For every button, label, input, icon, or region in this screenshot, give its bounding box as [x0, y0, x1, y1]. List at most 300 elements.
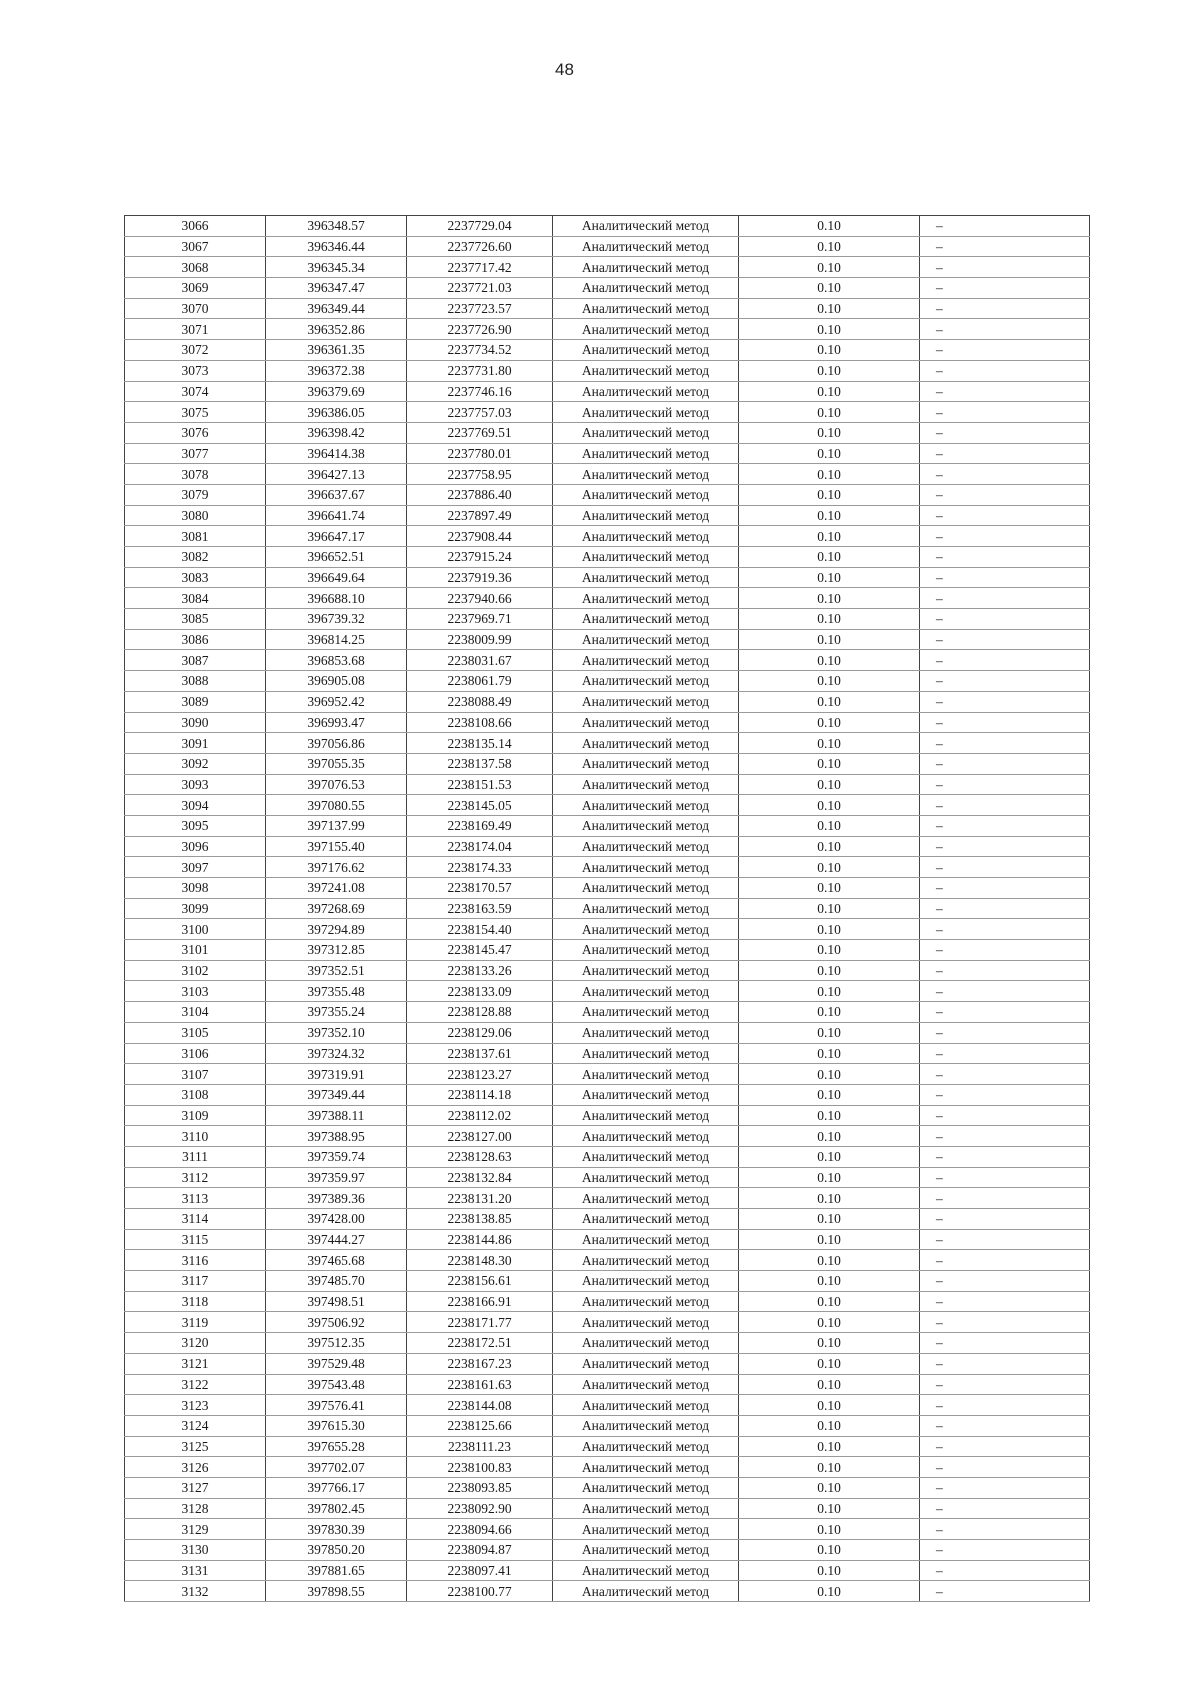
table-row [125, 505, 1090, 526]
y-coordinate-cell: 2237915.24 [407, 547, 553, 568]
method-cell: Аналитический метод [553, 381, 739, 402]
table-row [125, 1084, 1090, 1105]
x-coordinate-cell: 397389.36 [266, 1188, 407, 1209]
description-cell: – [920, 1250, 1090, 1271]
table-row [125, 815, 1090, 836]
y-coordinate-cell: 2237731.80 [407, 360, 553, 381]
table-row [125, 381, 1090, 402]
method-cell: Аналитический метод [553, 857, 739, 878]
x-coordinate-cell: 397324.32 [266, 1043, 407, 1064]
x-coordinate-cell: 397055.35 [266, 753, 407, 774]
method-cell: Аналитический метод [553, 1436, 739, 1457]
y-coordinate-cell: 2238128.88 [407, 1002, 553, 1023]
x-coordinate-cell: 396348.57 [266, 216, 407, 237]
y-coordinate-cell: 2238145.05 [407, 795, 553, 816]
description-cell: – [920, 878, 1090, 899]
description-cell: – [920, 1043, 1090, 1064]
description-cell: – [920, 1167, 1090, 1188]
x-coordinate-cell: 397543.48 [266, 1374, 407, 1395]
description-cell: – [920, 588, 1090, 609]
table-row [125, 257, 1090, 278]
accuracy-cell: 0.10 [739, 422, 920, 443]
method-cell: Аналитический метод [553, 1560, 739, 1581]
table-row [125, 360, 1090, 381]
description-cell: – [920, 505, 1090, 526]
y-coordinate-cell: 2238137.58 [407, 753, 553, 774]
table-row [125, 609, 1090, 630]
method-cell: Аналитический метод [553, 691, 739, 712]
point-number-cell: 3086 [125, 629, 266, 650]
method-cell: Аналитический метод [553, 1167, 739, 1188]
accuracy-cell: 0.10 [739, 484, 920, 505]
table-row [125, 526, 1090, 547]
point-number-cell: 3067 [125, 236, 266, 257]
description-cell: – [920, 1002, 1090, 1023]
y-coordinate-cell: 2238156.61 [407, 1271, 553, 1292]
point-number-cell: 3071 [125, 319, 266, 340]
table-row [125, 1291, 1090, 1312]
x-coordinate-cell: 396346.44 [266, 236, 407, 257]
y-coordinate-cell: 2237769.51 [407, 422, 553, 443]
method-cell: Аналитический метод [553, 1353, 739, 1374]
method-cell: Аналитический метод [553, 1250, 739, 1271]
point-number-cell: 3127 [125, 1477, 266, 1498]
point-number-cell: 3103 [125, 981, 266, 1002]
point-number-cell: 3066 [125, 216, 266, 237]
x-coordinate-cell: 396349.44 [266, 298, 407, 319]
point-number-cell: 3113 [125, 1188, 266, 1209]
point-number-cell: 3128 [125, 1498, 266, 1519]
description-cell: – [920, 1188, 1090, 1209]
table-row [125, 1415, 1090, 1436]
point-number-cell: 3118 [125, 1291, 266, 1312]
x-coordinate-cell: 397319.91 [266, 1064, 407, 1085]
point-number-cell: 3129 [125, 1519, 266, 1540]
y-coordinate-cell: 2238127.00 [407, 1126, 553, 1147]
table-row [125, 1064, 1090, 1085]
y-coordinate-cell: 2238094.66 [407, 1519, 553, 1540]
y-coordinate-cell: 2238167.23 [407, 1353, 553, 1374]
accuracy-cell: 0.10 [739, 1312, 920, 1333]
x-coordinate-cell: 397355.24 [266, 1002, 407, 1023]
point-number-cell: 3077 [125, 443, 266, 464]
x-coordinate-cell: 396853.68 [266, 650, 407, 671]
accuracy-cell: 0.10 [739, 1084, 920, 1105]
accuracy-cell: 0.10 [739, 1167, 920, 1188]
table-row [125, 1353, 1090, 1374]
point-number-cell: 3078 [125, 464, 266, 485]
point-number-cell: 3123 [125, 1395, 266, 1416]
description-cell: – [920, 1146, 1090, 1167]
y-coordinate-cell: 2238174.33 [407, 857, 553, 878]
x-coordinate-cell: 397355.48 [266, 981, 407, 1002]
point-number-cell: 3083 [125, 567, 266, 588]
accuracy-cell: 0.10 [739, 1043, 920, 1064]
y-coordinate-cell: 2237780.01 [407, 443, 553, 464]
y-coordinate-cell: 2237919.36 [407, 567, 553, 588]
table-row [125, 1333, 1090, 1354]
accuracy-cell: 0.10 [739, 815, 920, 836]
point-number-cell: 3096 [125, 836, 266, 857]
table-row [125, 1022, 1090, 1043]
point-number-cell: 3104 [125, 1002, 266, 1023]
description-cell: – [920, 1084, 1090, 1105]
point-number-cell: 3115 [125, 1229, 266, 1250]
x-coordinate-cell: 397352.51 [266, 960, 407, 981]
description-cell: – [920, 671, 1090, 692]
table-row [125, 1560, 1090, 1581]
method-cell: Аналитический метод [553, 1415, 739, 1436]
y-coordinate-cell: 2237897.49 [407, 505, 553, 526]
x-coordinate-cell: 397155.40 [266, 836, 407, 857]
method-cell: Аналитический метод [553, 1457, 739, 1478]
description-cell: – [920, 1457, 1090, 1478]
point-number-cell: 3110 [125, 1126, 266, 1147]
y-coordinate-cell: 2238123.27 [407, 1064, 553, 1085]
method-cell: Аналитический метод [553, 340, 739, 361]
accuracy-cell: 0.10 [739, 216, 920, 237]
description-cell: – [920, 815, 1090, 836]
description-cell: – [920, 298, 1090, 319]
method-cell: Аналитический метод [553, 1002, 739, 1023]
table-row [125, 1167, 1090, 1188]
table-row [125, 1436, 1090, 1457]
description-cell: – [920, 1395, 1090, 1416]
x-coordinate-cell: 397056.86 [266, 733, 407, 754]
coordinates-table-body [125, 216, 1090, 1602]
method-cell: Аналитический метод [553, 422, 739, 443]
y-coordinate-cell: 2237886.40 [407, 484, 553, 505]
method-cell: Аналитический метод [553, 960, 739, 981]
accuracy-cell: 0.10 [739, 1581, 920, 1602]
y-coordinate-cell: 2237940.66 [407, 588, 553, 609]
point-number-cell: 3069 [125, 278, 266, 299]
y-coordinate-cell: 2237723.57 [407, 298, 553, 319]
table-row [125, 795, 1090, 816]
point-number-cell: 3107 [125, 1064, 266, 1085]
accuracy-cell: 0.10 [739, 898, 920, 919]
description-cell: – [920, 381, 1090, 402]
description-cell: – [920, 1540, 1090, 1561]
method-cell: Аналитический метод [553, 650, 739, 671]
description-cell: – [920, 236, 1090, 257]
point-number-cell: 3094 [125, 795, 266, 816]
x-coordinate-cell: 396352.86 [266, 319, 407, 340]
point-number-cell: 3092 [125, 753, 266, 774]
accuracy-cell: 0.10 [739, 505, 920, 526]
method-cell: Аналитический метод [553, 1229, 739, 1250]
y-coordinate-cell: 2238094.87 [407, 1540, 553, 1561]
point-number-cell: 3080 [125, 505, 266, 526]
method-cell: Аналитический метод [553, 567, 739, 588]
x-coordinate-cell: 397802.45 [266, 1498, 407, 1519]
accuracy-cell: 0.10 [739, 1498, 920, 1519]
accuracy-cell: 0.10 [739, 960, 920, 981]
point-number-cell: 3130 [125, 1540, 266, 1561]
table-row [125, 278, 1090, 299]
description-cell: – [920, 960, 1090, 981]
method-cell: Аналитический метод [553, 1477, 739, 1498]
y-coordinate-cell: 2238148.30 [407, 1250, 553, 1271]
point-number-cell: 3073 [125, 360, 266, 381]
point-number-cell: 3070 [125, 298, 266, 319]
point-number-cell: 3068 [125, 257, 266, 278]
table-row [125, 1105, 1090, 1126]
method-cell: Аналитический метод [553, 402, 739, 423]
description-cell: – [920, 753, 1090, 774]
x-coordinate-cell: 396641.74 [266, 505, 407, 526]
y-coordinate-cell: 2238135.14 [407, 733, 553, 754]
description-cell: – [920, 567, 1090, 588]
accuracy-cell: 0.10 [739, 1333, 920, 1354]
accuracy-cell: 0.10 [739, 940, 920, 961]
table-row [125, 960, 1090, 981]
description-cell: – [920, 712, 1090, 733]
accuracy-cell: 0.10 [739, 1229, 920, 1250]
y-coordinate-cell: 2238111.23 [407, 1436, 553, 1457]
accuracy-cell: 0.10 [739, 1415, 920, 1436]
description-cell: – [920, 1560, 1090, 1581]
table-row [125, 774, 1090, 795]
coordinates-table [124, 215, 1090, 1602]
method-cell: Аналитический метод [553, 464, 739, 485]
description-cell: – [920, 216, 1090, 237]
table-row [125, 733, 1090, 754]
y-coordinate-cell: 2238154.40 [407, 919, 553, 940]
point-number-cell: 3102 [125, 960, 266, 981]
y-coordinate-cell: 2238093.85 [407, 1477, 553, 1498]
description-cell: – [920, 981, 1090, 1002]
x-coordinate-cell: 396379.69 [266, 381, 407, 402]
description-cell: – [920, 1581, 1090, 1602]
y-coordinate-cell: 2238161.63 [407, 1374, 553, 1395]
method-cell: Аналитический метод [553, 940, 739, 961]
description-cell: – [920, 1064, 1090, 1085]
description-cell: – [920, 919, 1090, 940]
description-cell: – [920, 319, 1090, 340]
accuracy-cell: 0.10 [739, 464, 920, 485]
x-coordinate-cell: 397498.51 [266, 1291, 407, 1312]
x-coordinate-cell: 397655.28 [266, 1436, 407, 1457]
description-cell: – [920, 1105, 1090, 1126]
x-coordinate-cell: 396649.64 [266, 567, 407, 588]
x-coordinate-cell: 397241.08 [266, 878, 407, 899]
method-cell: Аналитический метод [553, 1188, 739, 1209]
y-coordinate-cell: 2238129.06 [407, 1022, 553, 1043]
point-number-cell: 3112 [125, 1167, 266, 1188]
y-coordinate-cell: 2238172.51 [407, 1333, 553, 1354]
method-cell: Аналитический метод [553, 547, 739, 568]
table-row [125, 650, 1090, 671]
accuracy-cell: 0.10 [739, 526, 920, 547]
point-number-cell: 3099 [125, 898, 266, 919]
x-coordinate-cell: 397294.89 [266, 919, 407, 940]
y-coordinate-cell: 2238100.77 [407, 1581, 553, 1602]
method-cell: Аналитический метод [553, 1022, 739, 1043]
accuracy-cell: 0.10 [739, 443, 920, 464]
point-number-cell: 3082 [125, 547, 266, 568]
x-coordinate-cell: 396905.08 [266, 671, 407, 692]
x-coordinate-cell: 396637.67 [266, 484, 407, 505]
accuracy-cell: 0.10 [739, 402, 920, 423]
table-row [125, 236, 1090, 257]
method-cell: Аналитический метод [553, 298, 739, 319]
method-cell: Аналитический метод [553, 1581, 739, 1602]
x-coordinate-cell: 396427.13 [266, 464, 407, 485]
x-coordinate-cell: 397576.41 [266, 1395, 407, 1416]
method-cell: Аналитический метод [553, 609, 739, 630]
accuracy-cell: 0.10 [739, 1250, 920, 1271]
method-cell: Аналитический метод [553, 671, 739, 692]
point-number-cell: 3098 [125, 878, 266, 899]
description-cell: – [920, 1374, 1090, 1395]
x-coordinate-cell: 397506.92 [266, 1312, 407, 1333]
table-row [125, 443, 1090, 464]
y-coordinate-cell: 2238114.18 [407, 1084, 553, 1105]
accuracy-cell: 0.10 [739, 671, 920, 692]
table-row [125, 1043, 1090, 1064]
accuracy-cell: 0.10 [739, 733, 920, 754]
x-coordinate-cell: 396398.42 [266, 422, 407, 443]
method-cell: Аналитический метод [553, 484, 739, 505]
accuracy-cell: 0.10 [739, 650, 920, 671]
point-number-cell: 3101 [125, 940, 266, 961]
table-row [125, 1229, 1090, 1250]
table-row [125, 671, 1090, 692]
method-cell: Аналитический метод [553, 360, 739, 381]
x-coordinate-cell: 397898.55 [266, 1581, 407, 1602]
point-number-cell: 3079 [125, 484, 266, 505]
method-cell: Аналитический метод [553, 1209, 739, 1230]
method-cell: Аналитический метод [553, 919, 739, 940]
accuracy-cell: 0.10 [739, 691, 920, 712]
method-cell: Аналитический метод [553, 1271, 739, 1292]
y-coordinate-cell: 2237721.03 [407, 278, 553, 299]
accuracy-cell: 0.10 [739, 981, 920, 1002]
accuracy-cell: 0.10 [739, 878, 920, 899]
y-coordinate-cell: 2238166.91 [407, 1291, 553, 1312]
method-cell: Аналитический метод [553, 878, 739, 899]
table-row [125, 940, 1090, 961]
y-coordinate-cell: 2238125.66 [407, 1415, 553, 1436]
table-row [125, 216, 1090, 237]
y-coordinate-cell: 2238133.09 [407, 981, 553, 1002]
point-number-cell: 3108 [125, 1084, 266, 1105]
table-row [125, 1581, 1090, 1602]
x-coordinate-cell: 397388.11 [266, 1105, 407, 1126]
accuracy-cell: 0.10 [739, 753, 920, 774]
point-number-cell: 3090 [125, 712, 266, 733]
x-coordinate-cell: 397268.69 [266, 898, 407, 919]
x-coordinate-cell: 396952.42 [266, 691, 407, 712]
x-coordinate-cell: 397176.62 [266, 857, 407, 878]
description-cell: – [920, 526, 1090, 547]
y-coordinate-cell: 2238163.59 [407, 898, 553, 919]
description-cell: – [920, 940, 1090, 961]
point-number-cell: 3121 [125, 1353, 266, 1374]
y-coordinate-cell: 2237734.52 [407, 340, 553, 361]
description-cell: – [920, 1436, 1090, 1457]
table-row [125, 1002, 1090, 1023]
x-coordinate-cell: 396739.32 [266, 609, 407, 630]
point-number-cell: 3088 [125, 671, 266, 692]
description-cell: – [920, 774, 1090, 795]
accuracy-cell: 0.10 [739, 1374, 920, 1395]
table-row [125, 1395, 1090, 1416]
description-cell: – [920, 1477, 1090, 1498]
method-cell: Аналитический метод [553, 753, 739, 774]
table-row [125, 753, 1090, 774]
x-coordinate-cell: 397444.27 [266, 1229, 407, 1250]
y-coordinate-cell: 2238009.99 [407, 629, 553, 650]
accuracy-cell: 0.10 [739, 1146, 920, 1167]
method-cell: Аналитический метод [553, 1043, 739, 1064]
y-coordinate-cell: 2238132.84 [407, 1167, 553, 1188]
x-coordinate-cell: 397615.30 [266, 1415, 407, 1436]
x-coordinate-cell: 397702.07 [266, 1457, 407, 1478]
method-cell: Аналитический метод [553, 236, 739, 257]
accuracy-cell: 0.10 [739, 1477, 920, 1498]
x-coordinate-cell: 397465.68 [266, 1250, 407, 1271]
point-number-cell: 3074 [125, 381, 266, 402]
table-row [125, 319, 1090, 340]
y-coordinate-cell: 2238128.63 [407, 1146, 553, 1167]
description-cell: – [920, 547, 1090, 568]
x-coordinate-cell: 396361.35 [266, 340, 407, 361]
y-coordinate-cell: 2237757.03 [407, 402, 553, 423]
x-coordinate-cell: 396414.38 [266, 443, 407, 464]
point-number-cell: 3122 [125, 1374, 266, 1395]
accuracy-cell: 0.10 [739, 1353, 920, 1374]
y-coordinate-cell: 2238169.49 [407, 815, 553, 836]
method-cell: Аналитический метод [553, 1126, 739, 1147]
method-cell: Аналитический метод [553, 1540, 739, 1561]
accuracy-cell: 0.10 [739, 547, 920, 568]
table-row [125, 1312, 1090, 1333]
y-coordinate-cell: 2238145.47 [407, 940, 553, 961]
description-cell: – [920, 464, 1090, 485]
table-row [125, 1126, 1090, 1147]
x-coordinate-cell: 397080.55 [266, 795, 407, 816]
method-cell: Аналитический метод [553, 774, 739, 795]
accuracy-cell: 0.10 [739, 567, 920, 588]
accuracy-cell: 0.10 [739, 1126, 920, 1147]
y-coordinate-cell: 2238092.90 [407, 1498, 553, 1519]
accuracy-cell: 0.10 [739, 836, 920, 857]
accuracy-cell: 0.10 [739, 1560, 920, 1581]
description-cell: – [920, 1126, 1090, 1147]
point-number-cell: 3081 [125, 526, 266, 547]
y-coordinate-cell: 2237746.16 [407, 381, 553, 402]
point-number-cell: 3091 [125, 733, 266, 754]
table-row [125, 422, 1090, 443]
description-cell: – [920, 836, 1090, 857]
description-cell: – [920, 278, 1090, 299]
description-cell: – [920, 1519, 1090, 1540]
table-row [125, 340, 1090, 361]
table-row [125, 878, 1090, 899]
method-cell: Аналитический метод [553, 1146, 739, 1167]
point-number-cell: 3097 [125, 857, 266, 878]
point-number-cell: 3100 [125, 919, 266, 940]
x-coordinate-cell: 397349.44 [266, 1084, 407, 1105]
x-coordinate-cell: 397428.00 [266, 1209, 407, 1230]
x-coordinate-cell: 396372.38 [266, 360, 407, 381]
table-row [125, 1271, 1090, 1292]
accuracy-cell: 0.10 [739, 278, 920, 299]
table-row [125, 1457, 1090, 1478]
table-row [125, 1540, 1090, 1561]
